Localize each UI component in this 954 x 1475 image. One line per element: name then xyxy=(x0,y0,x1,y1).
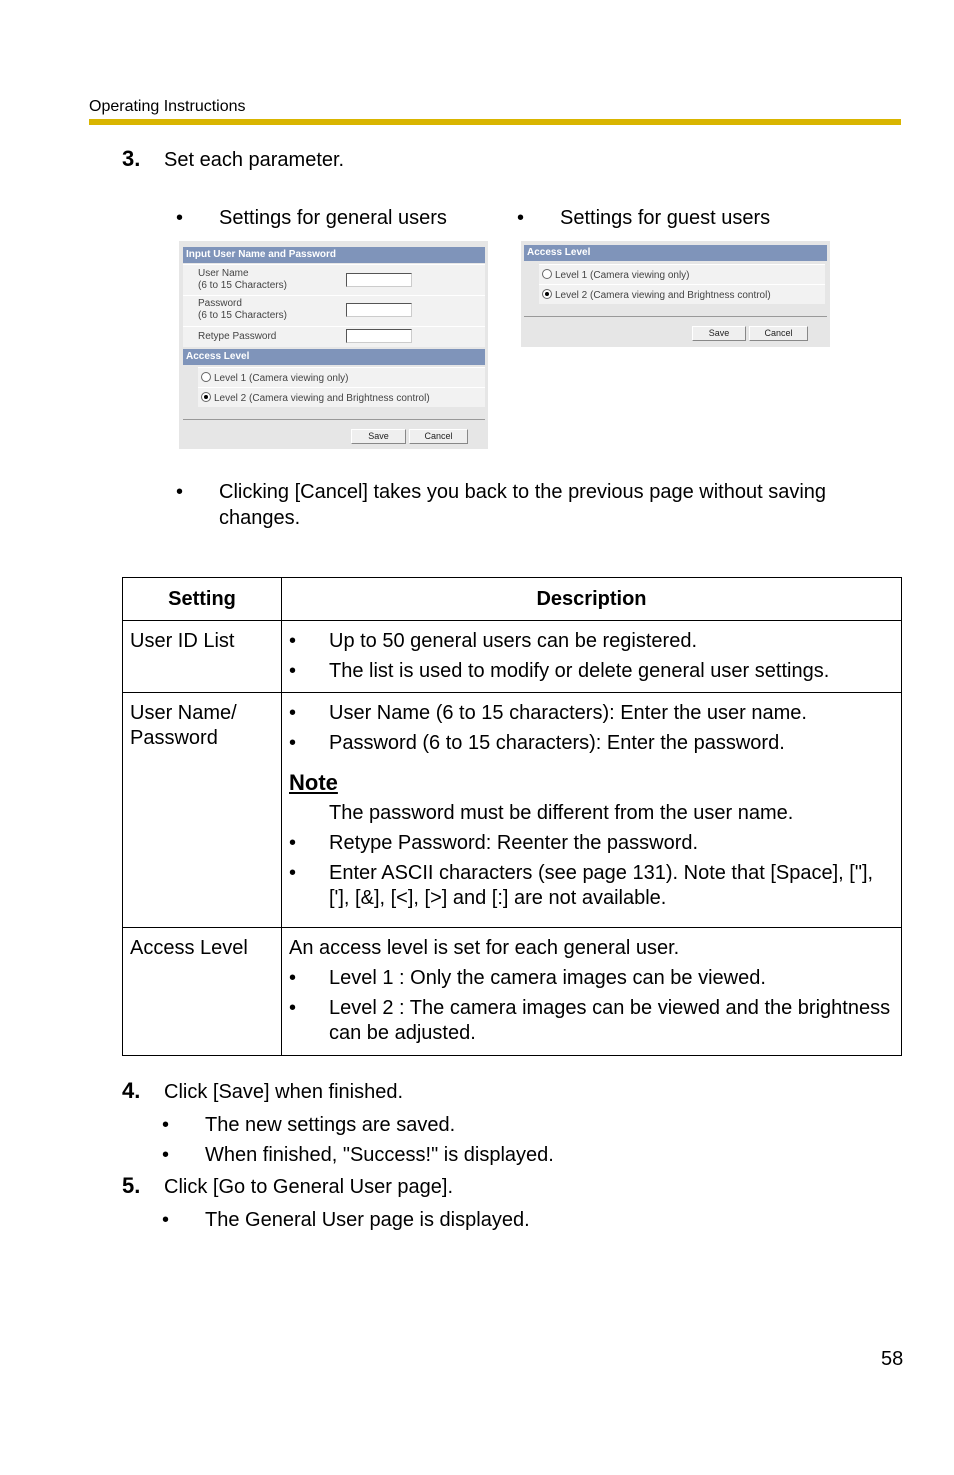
password-input[interactable] xyxy=(346,303,412,317)
level1-option[interactable]: Level 1 (Camera viewing only) xyxy=(201,372,349,385)
table-header-row xyxy=(123,578,902,621)
step-3-number: 3. xyxy=(122,146,141,171)
table-row xyxy=(123,928,902,1056)
guest-cancel-button[interactable]: Cancel xyxy=(749,326,808,341)
bullet-general-users: Settings for general users xyxy=(219,207,447,229)
radio-icon[interactable] xyxy=(201,372,211,382)
step-3-text: Set each parameter. xyxy=(164,149,345,171)
panel-divider xyxy=(524,316,827,317)
list-item: • Enter ASCII characters (see page 131). Note that [Space], ["], ['], [&], [<], [>] and [:] are not available. xyxy=(289,861,894,911)
list-item: • Level 1 : Only the camera images can be viewed. xyxy=(289,966,894,991)
description-cell xyxy=(282,621,902,693)
password-label: Password (6 to 15 Characters) xyxy=(198,298,287,321)
description-cell xyxy=(282,693,902,928)
panel-divider xyxy=(183,419,485,420)
cancel-button[interactable]: Cancel xyxy=(409,429,468,444)
radio-selected-icon[interactable] xyxy=(542,289,552,299)
step-5-bullet-1: The General User page is displayed. xyxy=(205,1209,530,1231)
step-5-number: 5. xyxy=(122,1173,141,1198)
guest-access-level-header: Access Level xyxy=(524,245,827,261)
general-users-settings-panel xyxy=(179,241,488,449)
step-4-number: 4. xyxy=(122,1078,141,1103)
username-label: User Name (6 to 15 Characters) xyxy=(198,268,287,291)
bullet-cancel-info: Clicking [Cancel] takes you back to the previous page without saving changes. xyxy=(219,481,827,529)
level2-option[interactable]: Level 2 (Camera viewing and Brightness control) xyxy=(201,392,430,405)
list-item: • Level 2 : The camera images can be viewed and the brightness can be adjusted. xyxy=(289,996,894,1046)
radio-icon[interactable] xyxy=(542,269,552,279)
column-header-setting: Setting xyxy=(123,578,282,621)
guest-level1-option[interactable]: Level 1 (Camera viewing only) xyxy=(542,269,690,282)
table-row xyxy=(123,621,902,693)
bullet-dot: • xyxy=(176,207,184,229)
bullet-dot: • xyxy=(176,481,184,503)
bullet-dot: • xyxy=(162,1114,170,1136)
list-item: • Retype Password: Reenter the password. xyxy=(289,831,894,856)
running-header: Operating Instructions xyxy=(89,98,246,115)
access-level-intro: An access level is set for each general user. xyxy=(289,937,680,959)
header-rule xyxy=(89,119,901,125)
retype-password-label: Retype Password xyxy=(198,331,277,342)
bullet-dot: • xyxy=(162,1144,170,1166)
step-4-bullet-2: When finished, "Success!" is displayed. xyxy=(205,1144,554,1166)
list-item: • User Name (6 to 15 characters): Enter the user name. xyxy=(289,701,894,726)
retype-password-input[interactable] xyxy=(346,329,412,343)
table-row xyxy=(123,693,902,928)
guest-level2-option[interactable]: Level 2 (Camera viewing and Brightness control) xyxy=(542,289,771,302)
step-4-text: Click [Save] when finished. xyxy=(164,1081,404,1103)
setting-cell: User ID List xyxy=(123,621,282,693)
note-heading: Note xyxy=(289,770,338,795)
note-text: The password must be different from the user name. xyxy=(329,802,794,824)
list-item: • Up to 50 general users can be registered. xyxy=(289,629,894,654)
guest-save-button[interactable]: Save xyxy=(692,326,746,341)
page-number: 58 xyxy=(881,1348,904,1370)
input-user-name-header: Input User Name and Password xyxy=(183,247,485,263)
setting-cell: User Name/ Password xyxy=(123,693,282,928)
description-cell xyxy=(282,928,902,1056)
step-5-text: Click [Go to General User page]. xyxy=(164,1176,454,1198)
radio-selected-icon[interactable] xyxy=(201,392,211,402)
access-level-header: Access Level xyxy=(183,349,485,365)
list-item: • The list is used to modify or delete general user settings. xyxy=(289,659,894,684)
bullet-guest-users: Settings for guest users xyxy=(560,207,771,229)
list-item: • Password (6 to 15 characters): Enter the password. xyxy=(289,731,894,756)
save-button[interactable]: Save xyxy=(351,429,406,444)
username-input[interactable] xyxy=(346,273,412,287)
step-4-bullet-1: The new settings are saved. xyxy=(205,1114,456,1136)
column-header-description: Description xyxy=(282,578,902,621)
bullet-dot: • xyxy=(162,1209,170,1231)
settings-description-table xyxy=(122,577,902,1056)
bullet-dot: • xyxy=(517,207,525,229)
guest-users-settings-panel xyxy=(521,241,830,347)
setting-cell: Access Level xyxy=(123,928,282,1056)
